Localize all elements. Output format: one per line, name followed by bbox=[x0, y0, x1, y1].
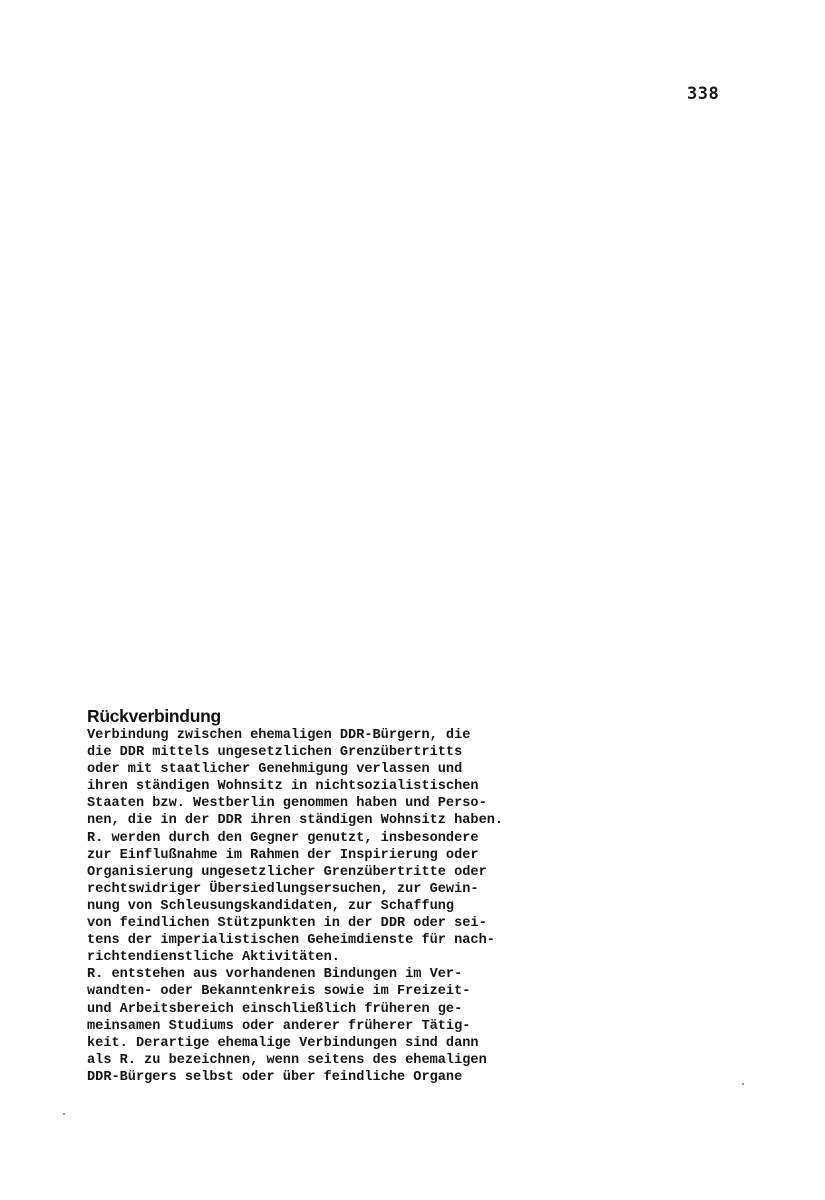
entry-text-line: nen, die in der DDR ihren ständigen Wohnsitz haben. bbox=[87, 813, 504, 829]
entry-text-line: oder mit staatlicher Genehmigung verlassen und bbox=[87, 762, 463, 778]
entry-text-line: Staaten bzw. Westberlin genommen haben und Perso- bbox=[87, 796, 487, 812]
entry-text-line: richtendienstliche Aktivitäten. bbox=[87, 950, 340, 966]
entry-title: Rückverbindung bbox=[87, 706, 221, 726]
entry-text-line: nung von Schleusungskandidaten, zur Schaffung bbox=[87, 898, 455, 914]
entry-text-line: zur Einflußnahme im Rahmen der Inspirierung oder bbox=[87, 847, 479, 863]
scan-speck bbox=[742, 1083, 744, 1085]
entry-text-line: tens der imperialistischen Geheimdienste für nach- bbox=[87, 933, 495, 949]
entry-text-line: wandten- oder Bekanntenkreis sowie im Freizeit- bbox=[87, 984, 471, 1000]
entry-text-line: R. werden durch den Gegner genutzt, insbesondere bbox=[87, 830, 479, 846]
entry-body bbox=[87, 727, 607, 1086]
entry-text-line: als R. zu bezeichnen, wenn seitens des ehemaligen bbox=[87, 1052, 487, 1068]
entry-text-line: die DDR mittels ungesetzlichen Grenzübertritts bbox=[87, 745, 463, 761]
entry-text-line: keit. Derartige ehemalige Verbindungen sind dann bbox=[87, 1035, 479, 1051]
dictionary-entry bbox=[87, 705, 607, 1086]
entry-text-line: Organisierung ungesetzlicher Grenzübertritte oder bbox=[87, 864, 487, 880]
entry-text-line: und Arbeitsbereich einschließlich früheren ge- bbox=[87, 1001, 463, 1017]
entry-text-line: Verbindung zwischen ehemaligen DDR-Bürgern, die bbox=[87, 728, 471, 743]
entry-text-line: ihren ständigen Wohnsitz in nichtsozialistischen bbox=[87, 779, 479, 795]
entry-text-line: meinsamen Studiums oder anderer früherer Tätig- bbox=[87, 1018, 471, 1034]
entry-text-line: DDR-Bürgers selbst oder über feindliche Organe bbox=[87, 1069, 463, 1085]
scan-speck bbox=[63, 1113, 65, 1115]
entry-text-line: R. entstehen aus vorhandenen Bindungen im Ver- bbox=[87, 967, 463, 983]
page-number: 338 bbox=[687, 84, 720, 104]
entry-text-line: von feindlichen Stützpunkten in der DDR oder sei- bbox=[87, 916, 487, 932]
entry-text-line: rechtswidriger Übersiedlungsersuchen, zur Gewin- bbox=[87, 881, 479, 897]
